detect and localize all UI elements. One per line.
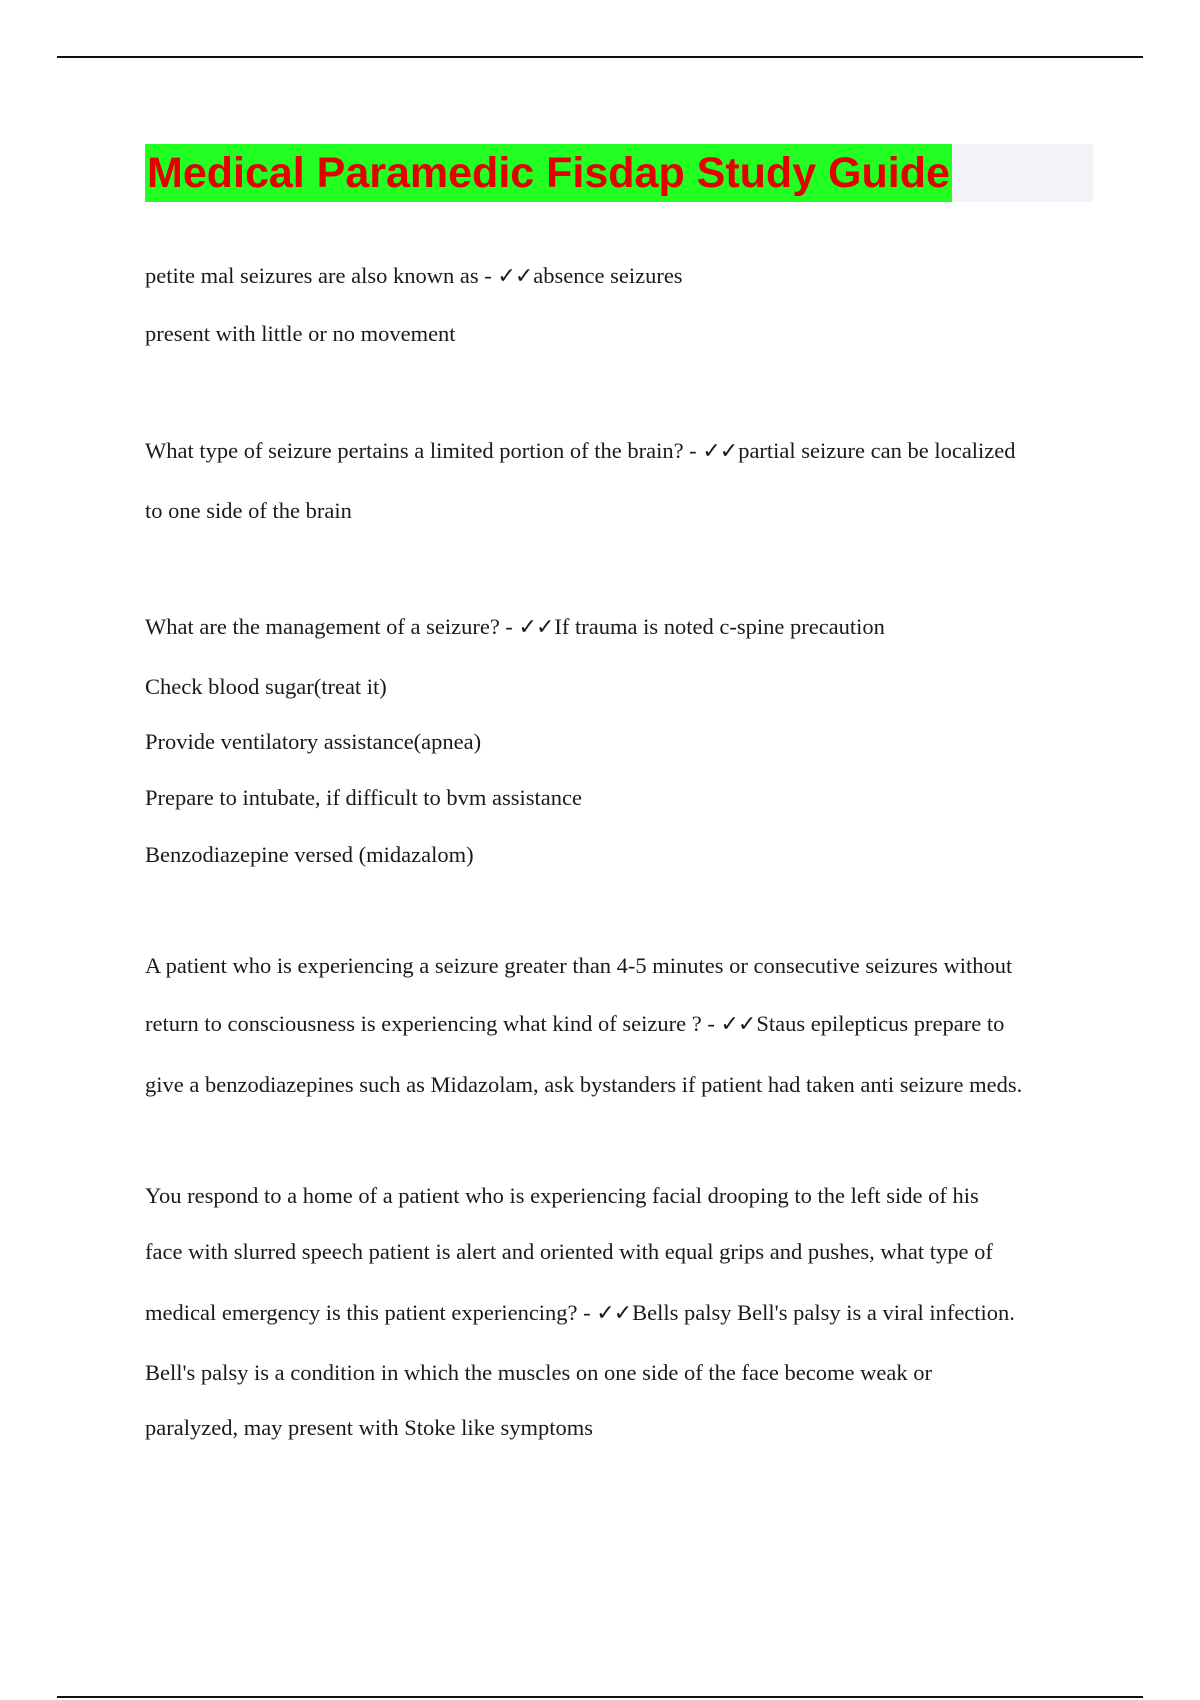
qa-item-4-line-3: give a benzodiazepines such as Midazolam, ask bystanders if patient had taken anti seizure meds.	[145, 1072, 1023, 1097]
answer-text: absence seizures	[533, 263, 683, 288]
question-text: petite mal seizures are also known as -	[145, 263, 498, 288]
question-text: medical emergency is this patient experiencing? -	[145, 1300, 597, 1325]
title-banner	[145, 144, 1093, 202]
question-text: return to consciousness is experiencing what kind of seizure ? -	[145, 1011, 721, 1036]
double-check-icon: ✓✓	[596, 1301, 632, 1326]
qa-item-1-line-2: present with little or no movement	[145, 321, 456, 346]
qa-item-3-line-1	[145, 613, 885, 642]
bottom-rule	[57, 1696, 1143, 1698]
answer-text: Bells palsy Bell's palsy is a viral infection.	[632, 1300, 1015, 1325]
qa-item-5-line-5: paralyzed, may present with Stoke like symptoms	[145, 1415, 594, 1440]
double-check-icon: ✓✓	[497, 264, 533, 289]
qa-item-5-line-4: Bell's palsy is a condition in which the muscles on one side of the face become weak or	[145, 1360, 932, 1385]
double-check-icon: ✓✓	[518, 615, 554, 640]
qa-item-5-line-2: face with slurred speech patient is alert and oriented with equal grips and pushes, what type of	[145, 1239, 993, 1264]
document-title: Medical Paramedic Fisdap Study Guide	[145, 144, 952, 202]
double-check-icon: ✓✓	[720, 1012, 756, 1037]
qa-item-2-line-2: to one side of the brain	[145, 498, 352, 523]
answer-text: If trauma is noted c-spine precaution	[554, 614, 885, 639]
answer-text: Staus epilepticus prepare to	[756, 1011, 1005, 1036]
qa-item-4-line-2	[145, 1010, 1004, 1039]
qa-item-3-line-3: Provide ventilatory assistance(apnea)	[145, 729, 482, 754]
double-check-icon: ✓✓	[702, 439, 738, 464]
qa-item-5-line-3	[145, 1299, 1015, 1328]
qa-item-3-line-4: Prepare to intubate, if difficult to bvm assistance	[145, 785, 582, 810]
qa-item-5-line-1: You respond to a home of a patient who is experiencing facial drooping to the left side of his	[145, 1183, 979, 1208]
qa-item-3-line-2: Check blood sugar(treat it)	[145, 674, 387, 699]
qa-item-4-line-1: A patient who is experiencing a seizure greater than 4-5 minutes or consecutive seizures without	[145, 953, 1013, 978]
qa-item-1-line-1	[145, 262, 683, 291]
answer-text: partial seizure can be localized	[738, 438, 1016, 463]
qa-item-3-line-5: Benzodiazepine versed (midazalom)	[145, 842, 474, 867]
top-rule	[57, 56, 1143, 58]
question-text: What type of seizure pertains a limited portion of the brain? -	[145, 438, 703, 463]
qa-item-2-line-1	[145, 437, 1016, 466]
question-text: What are the management of a seizure? -	[145, 614, 519, 639]
